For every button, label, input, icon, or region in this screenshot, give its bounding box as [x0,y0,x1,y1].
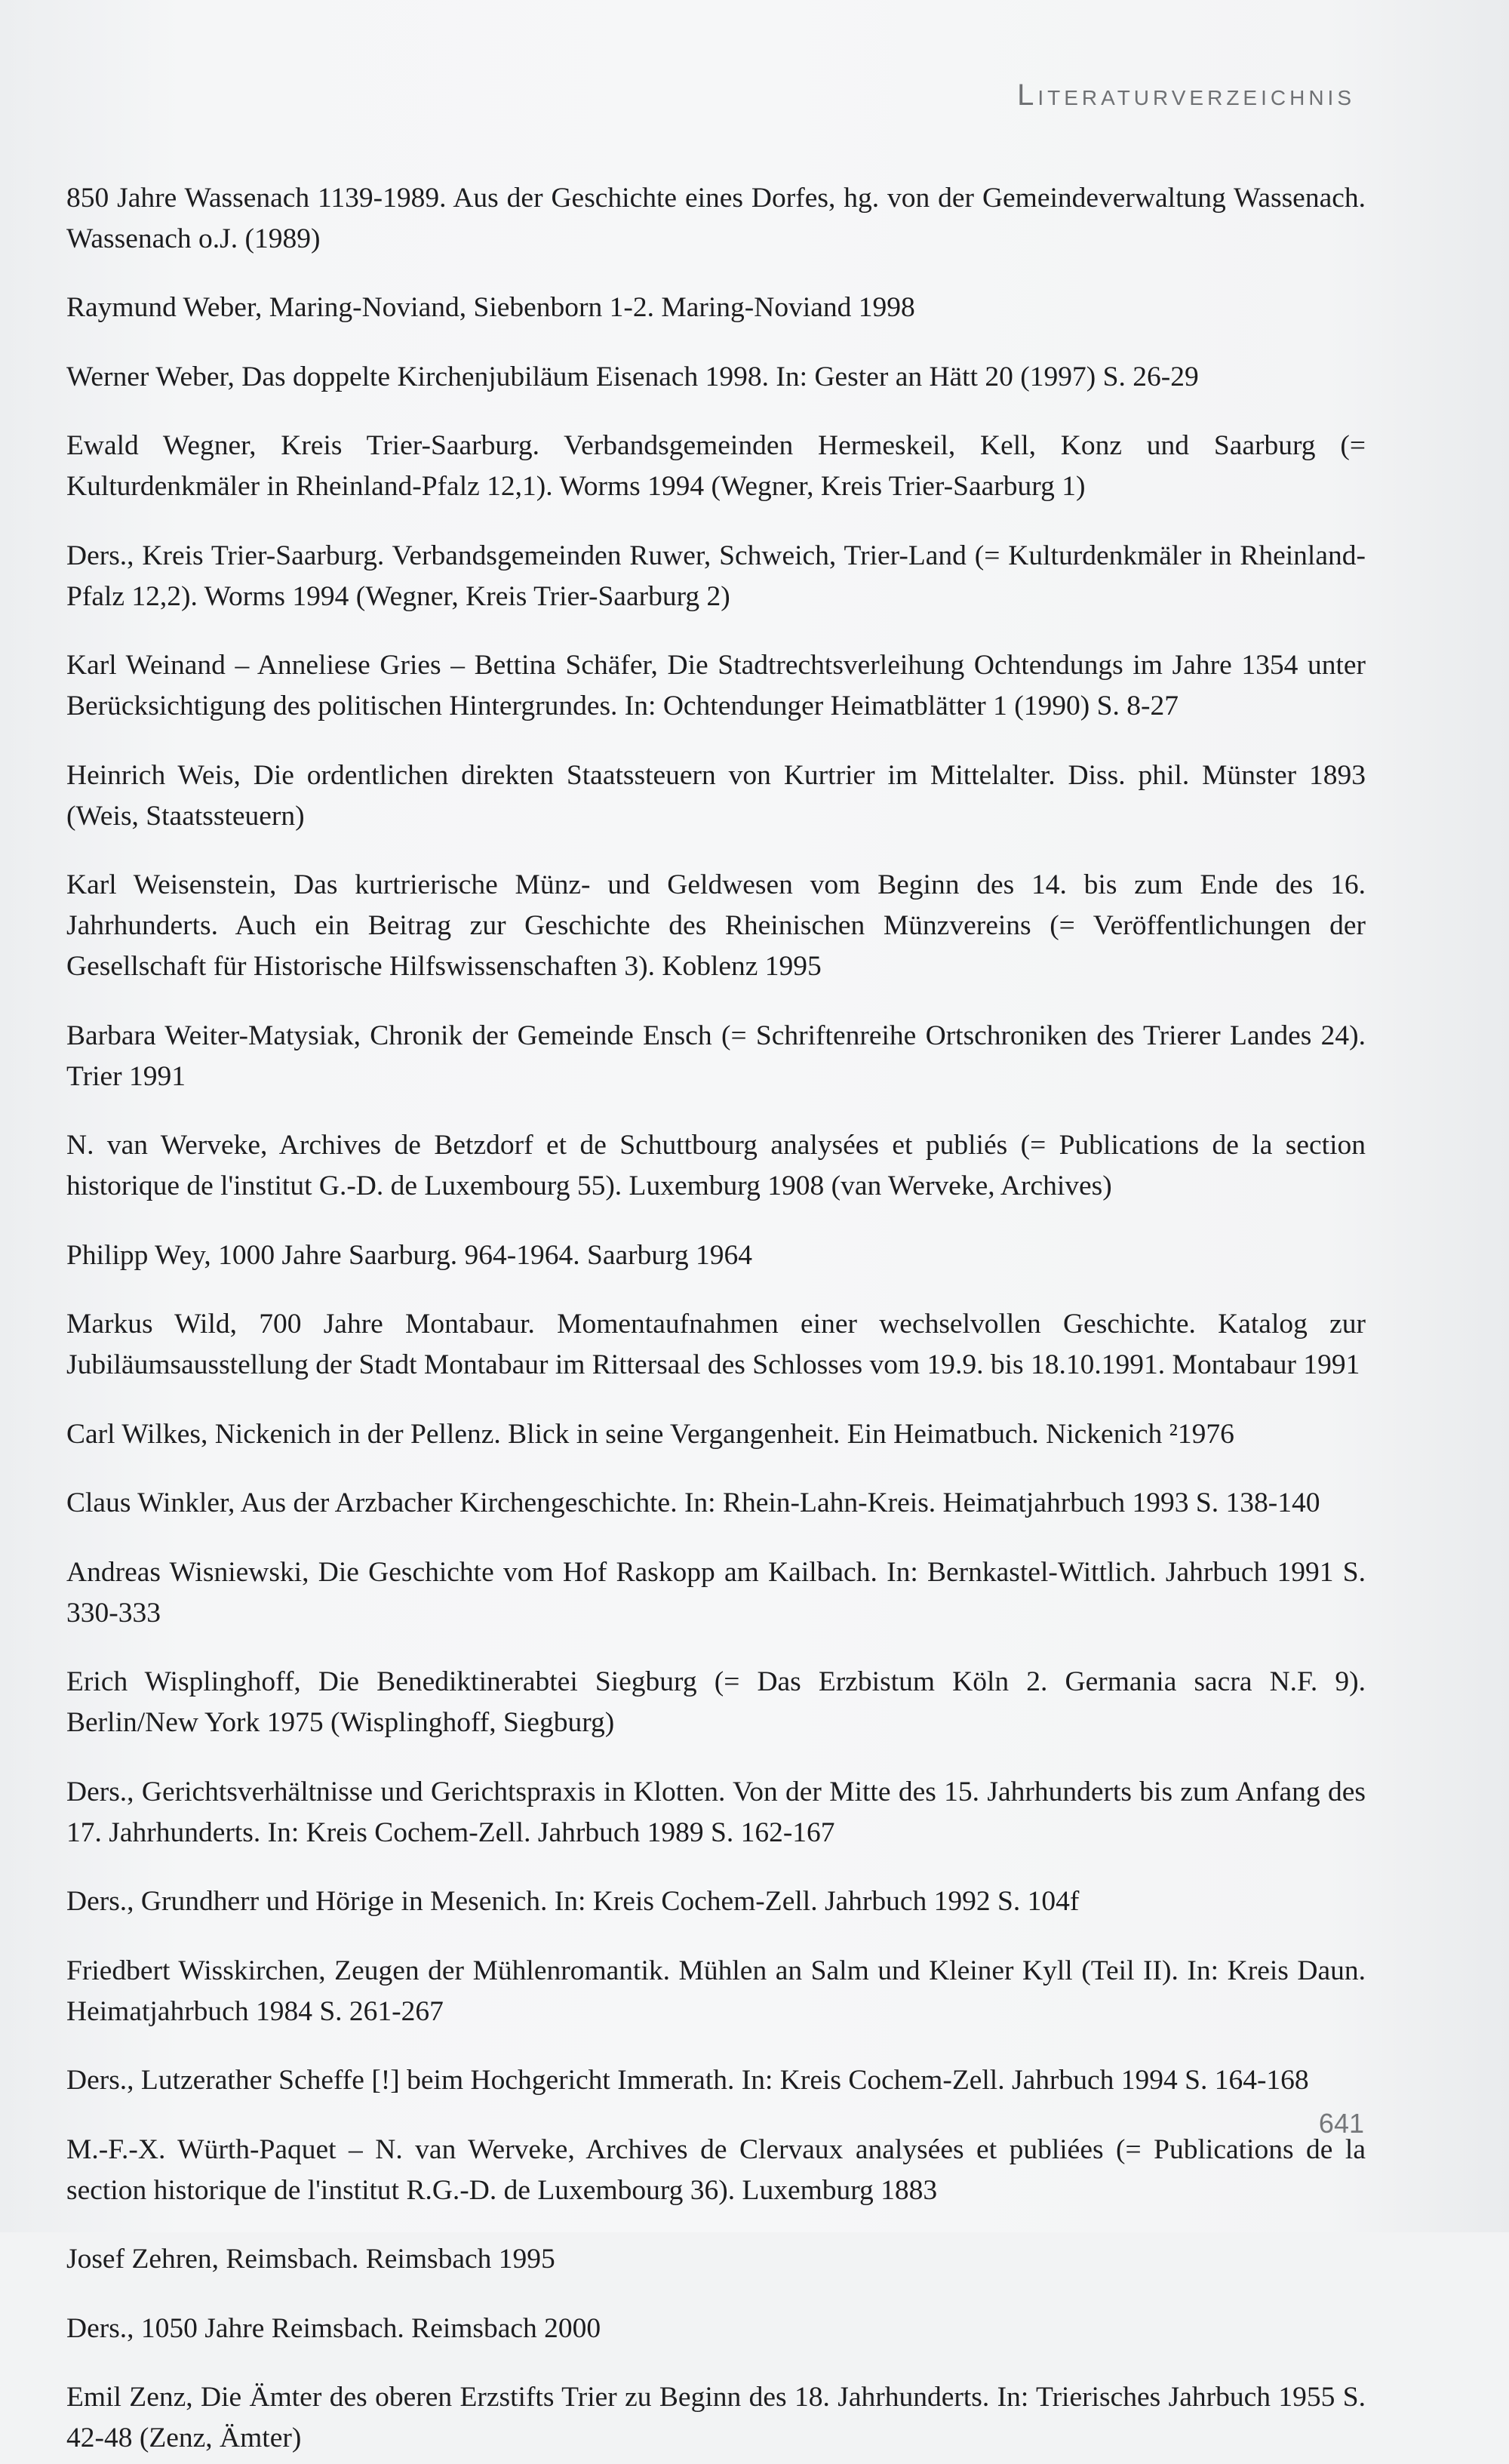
bibliography-entry: N. van Werveke, Archives de Betzdorf et de Schuttbourg analysées et publiés (= Publications de la section historique de l'institut G.-D. de Luxembourg 55). Luxemburg 1908 (van Werveke, Archives) [66,1130,1366,1201]
bibliography-entry: Emil Zenz, Die Ämter des oberen Erzstifts Trier zu Beginn des 18. Jahrhunderts. In: Trierisches Jahrbuch 1955 S. 42-48 (Zenz, Ämter) [66,2382,1366,2453]
bibliography-entry: Ewald Wegner, Kreis Trier-Saarburg. Verbandsgemeinden Hermeskeil, Kell, Konz und Saarburg (= Kulturdenkmäler in Rheinland-Pfalz 12,1). Worms 1994 (Wegner, Kreis Trier-Saarburg 1) [66,430,1366,502]
bibliography-entry: Carl Wilkes, Nickenich in der Pellenz. Blick in seine Vergangenheit. Ein Heimatbuch. Nickenich ²1976 [66,1418,1234,1450]
bibliography-entry: Werner Weber, Das doppelte Kirchenjubiläum Eisenach 1998. In: Gester an Hätt 20 (1997) S. 26-29 [66,361,1199,392]
bibliography-entry: M.-F.-X. Würth-Paquet – N. van Werveke, Archives de Clervaux analysées et publiées (= Publications de la section historique de l'institut R.G.-D. de Luxembourg 36). Luxemburg 1883 [66,2133,1366,2206]
running-head: Literaturverzeichnis [1017,78,1355,112]
bibliography-entry: Markus Wild, 700 Jahre Montabaur. Momentaufnahmen einer wechselvollen Geschichte. Katalog zur Jubiläumsausstellung der Stadt Montabaur im Rittersaal des Schlosses vom 19.9. bis 18.10.1991. Montabaur 1991 [66,1309,1366,1380]
bibliography-entry: Josef Zehren, Reimsbach. Reimsbach 1995 [66,2244,555,2275]
bibliography-entry: Barbara Weiter-Matysiak, Chronik der Gemeinde Ensch (= Schriftenreihe Ortschroniken des Trierer Landes 24). Trier 1991 [66,1020,1366,1092]
bibliography-entry: Raymund Weber, Maring-Noviand, Siebenborn 1-2. Maring-Noviand 1998 [66,292,915,323]
bibliography-entry: Heinrich Weis, Die ordentlichen direkten Staatssteuern von Kurtrier im Mittelalter. Diss. phil. Münster 1893 (Weis, Staatssteuern) [66,759,1366,832]
bibliography-entry: Erich Wisplinghoff, Die Benediktinerabtei Siegburg (= Das Erzbistum Köln 2. Germania sacra N.F. 9). Berlin/New York 1975 (Wisplinghoff, Siegburg) [66,1666,1366,1738]
bibliography-entry: Andreas Wisniewski, Die Geschichte vom Hof Raskopp am Kailbach. In: Bernkastel-Wittlich. Jahrbuch 1991 S. 330-333 [66,1556,1366,1629]
bibliography-entry: Claus Winkler, Aus der Arzbacher Kirchengeschichte. In: Rhein-Lahn-Kreis. Heimatjahrbuch 1993 S. 138-140 [66,1487,1320,1518]
bibliography-entry: Friedbert Wisskirchen, Zeugen der Mühlenromantik. Mühlen an Salm und Kleiner Kyll (Teil II). In: Kreis Daun. Heimatjahrbuch 1984 S. 261-267 [66,1955,1366,2027]
bibliography-entry: Ders., Lutzerather Scheffe [!] beim Hochgericht Immerath. In: Kreis Cochem-Zell. Jahrbuch 1994 S. 164-168 [66,2065,1309,2096]
bibliography-entry: Ders., Grundherr und Hörige in Mesenich. In: Kreis Cochem-Zell. Jahrbuch 1992 S. 104f [66,1886,1080,1917]
bibliography-entry: Ders., Kreis Trier-Saarburg. Verbandsgemeinden Ruwer, Schweich, Trier-Land (= Kulturdenkmäler in Rheinland-Pfalz 12,2). Worms 1994 (Wegner, Kreis Trier-Saarburg 2) [66,540,1366,612]
bibliography-entry: Philipp Wey, 1000 Jahre Saarburg. 964-1964. Saarburg 1964 [66,1239,753,1271]
bibliography-entry: Karl Weinand – Anneliese Gries – Bettina Schäfer, Die Stadtrechtsverleihung Ochtendungs im Jahre 1354 unter Berücksichtigung des politischen Hintergrundes. In: Ochtendunger Heimatblätter 1 (1990) S. 8-27 [66,650,1366,721]
bibliography-entry: Karl Weisenstein, Das kurtrierische Münz- und Geldwesen vom Beginn des 14. bis zum Ende des 16. Jahrhunderts. Auch ein Beitrag zur Geschichte des Rheinischen Münzvereins (= Veröffentlichungen der Gesellschaft für Historische Hilfswissenschaften 3). Koblenz 1995 [66,869,1366,982]
bibliography-entry: Ders., Gerichtsverhältnisse und Gerichtspraxis in Klotten. Von der Mitte des 15. Jahrhunderts bis zum Anfang des 17. Jahrhunderts. In: Kreis Cochem-Zell. Jahrbuch 1989 S. 162-167 [66,1776,1366,1848]
bibliography-entry: 850 Jahre Wassenach 1139-1989. Aus der Geschichte eines Dorfes, hg. von der Gemeindeverwaltung Wassenach. Wassenach o.J. (1989) [66,182,1366,254]
bibliography-entry: Ders., 1050 Jahre Reimsbach. Reimsbach 2000 [66,2312,601,2344]
bibliography-list [66,149,1366,2464]
page-number: 641 [1318,2108,1364,2139]
